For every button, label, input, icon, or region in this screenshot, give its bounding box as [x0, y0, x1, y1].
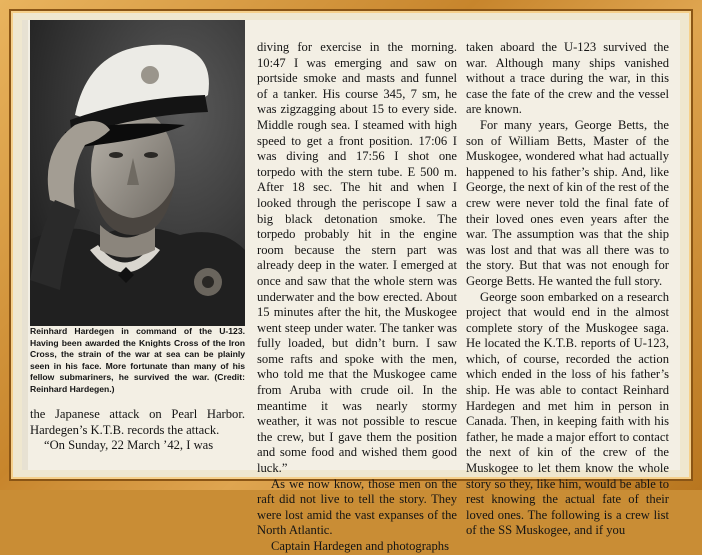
newspaper-clipping — [22, 20, 680, 553]
page-edge — [22, 20, 28, 470]
column-1-text — [30, 407, 245, 454]
column-1 — [30, 20, 245, 454]
photo-caption: Reinhard Hardegen in command of the U-123. Having been awarded the Knights Cross of the Iron Cross, the strain of the war at sea can be plainly seen in his face. More fortunate than many of his fellow submariners, he survived the war. (Credit: Reinhard Hardegen.) — [30, 326, 245, 394]
paragraph: diving for exercise in the morning. 10:47 I was emerging and saw on portside smoke and masts and funnel of a tanker. His course 345, 7 sm, he was zigzagging about 15 to every side. Middle rough sea. I steamed with high speed to get a front position. 17:06 I was diving and 17:56 I shot one torpedo with the stern tube. E 500 m. After 18 sec. The hit and when I looked through the periscope I saw a big black detonation smoke. The torpedo probably hit in the engine room because the stern part was already deep in the water. I emerged at once and saw that the whole stern was underwater and the bow erected. About 15 minutes after the hit, the Muskogee went steep under water. The tanker was fully loaded, but didn’t burn. I saw some rafts and spoke with the men, who told me that the Muskogee came from Aruba with crude oil. In the meantime it was nearly stormy weather, it was not possible to rescue the crew, but I gave them the position and some food and wished them good luck.” — [257, 40, 457, 476]
paragraph: For many years, George Betts, the son of William Betts, Master of the Muskogee, wondered what had actually happened to his father’s ship. And, like George, the next of kin of the rest of the crew were never told the final fate of their loved ones even years after the war. The assumption was that the ship was lost and that was all there was to the story. But that was not enough for George Betts. He wanted the full story. — [466, 117, 669, 288]
paragraph: taken aboard the U-123 survived the war. Although many ships vanished without a trace during the war, in this case the fate of the crew and the vessel are known. — [466, 40, 669, 117]
paragraph: George soon embarked on a research project that would end in the almost complete story of the Muskogee saga. He located the K.T.B. reports of U-123, which, of course, recorded the action which ended in the loss of his father’s ship. He was able to contact Reinhard Hardegen and met him in person in Canada. Then, in keeping faith with his father, he made a major effort to contact the next of kin of the crew of the Muskogee to let them know the whole story so they, like him, would be able to rest knowing the actual fate of their loved ones. The following is a crew list of the SS Muskogee, and if you — [466, 289, 669, 538]
saluting-officer-icon — [30, 20, 245, 326]
paragraph: Captain Hardegen and photographs — [271, 539, 450, 553]
paragraph: “On Sunday, 22 March ’42, I was — [44, 438, 214, 453]
paragraph: As we now know, those men on the raft did not live to tell the story. They were lost amid the vast expanses of the North Atlantic. — [257, 476, 457, 538]
paragraph: the Japanese attack on Pearl Harbor. Hardegen’s K.T.B. records the attack. — [30, 407, 245, 437]
portrait-photo — [30, 20, 245, 326]
column-3 — [466, 40, 669, 539]
column-2 — [257, 40, 457, 555]
